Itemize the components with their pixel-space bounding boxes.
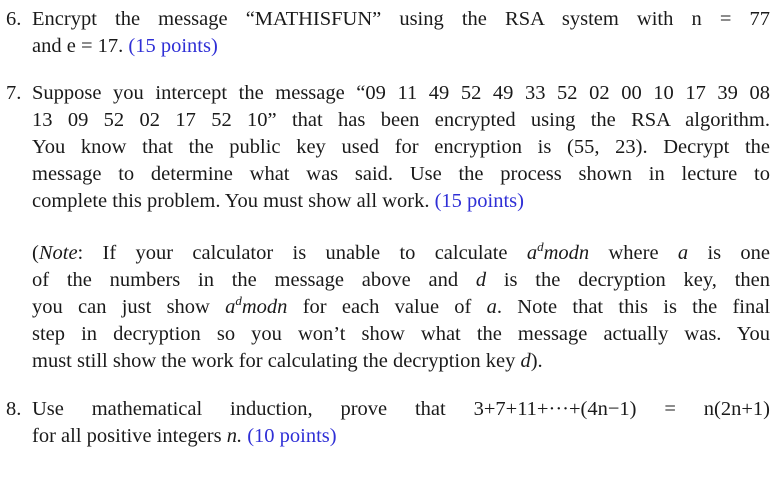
problem-text [32, 396, 770, 450]
note-text: . Note that this is the final [496, 296, 771, 318]
problem-line: Use mathematical induction, prove that 3+7+11+···+(4n−1) = n(2n+1) [32, 398, 770, 420]
math-d: d [520, 350, 531, 372]
note-line [32, 348, 770, 375]
problem-text [32, 80, 770, 215]
problem-7 [0, 80, 770, 215]
note-text: for each value of [302, 296, 472, 318]
note-text-a: : If your calculator is unable to calculate [77, 242, 508, 264]
problem-line-text: for all positive integers [32, 425, 222, 447]
problem-line: 13 09 52 02 17 52 10” that has been encrypted using the RSA algorithm. [32, 109, 770, 131]
math-a: a [526, 242, 538, 264]
problem-line [32, 423, 770, 450]
note-paragraph [0, 240, 770, 375]
points-label: (10 points) [247, 425, 337, 447]
problem-line-text: and e = 17. [32, 35, 124, 57]
points-label: (15 points) [128, 35, 218, 57]
math-d-superscript: d [537, 239, 544, 254]
problem-number: 7. [6, 82, 22, 104]
note-text: you can just show [32, 296, 210, 318]
note-line [32, 267, 770, 294]
math-mod: modn [241, 296, 288, 318]
math-a: a [677, 242, 689, 264]
math-a: a [225, 296, 236, 318]
note-line [32, 240, 770, 267]
problem-line [32, 188, 770, 215]
note-line [32, 294, 770, 321]
points-label: (15 points) [434, 190, 524, 212]
note-text-b: where [608, 242, 659, 264]
note-text: ). [530, 350, 543, 372]
note-label: Note [38, 242, 78, 264]
note-text: of the numbers in the message above and [32, 269, 459, 291]
math-a: a [486, 296, 497, 318]
note-text: is the decryption key, then [503, 269, 770, 291]
note-line: step in decryption so you won’t show what the message actually was. You [32, 323, 770, 345]
problem-text [32, 6, 770, 60]
note-text-c: is one [707, 242, 771, 264]
problem-number: 8. [6, 398, 22, 420]
problem-line-text: complete this problem. You must show all work. [32, 190, 430, 212]
note-text: must still show the work for calculating the decryption key [32, 350, 516, 372]
problem-6 [0, 6, 770, 60]
math-d-superscript: d [235, 293, 242, 308]
problem-line: Encrypt the message “MATHISFUN” using the RSA system with n = 77 [32, 8, 770, 30]
problem-line: message to determine what was said. Use the process shown in lecture to [32, 163, 770, 185]
note-text [32, 240, 770, 375]
math-mod: modn [543, 242, 590, 264]
problem-line [32, 33, 770, 60]
problem-number: 6. [6, 8, 22, 30]
math-n: n. [226, 425, 243, 447]
problem-8 [0, 396, 770, 450]
math-d: d [475, 269, 487, 291]
problem-line: Suppose you intercept the message “09 11 49 52 49 33 52 02 00 10 17 39 08 [32, 82, 770, 104]
problem-line: You know that the public key used for encryption is (55, 23). Decrypt the [32, 136, 770, 158]
open-paren: ( [32, 242, 39, 264]
